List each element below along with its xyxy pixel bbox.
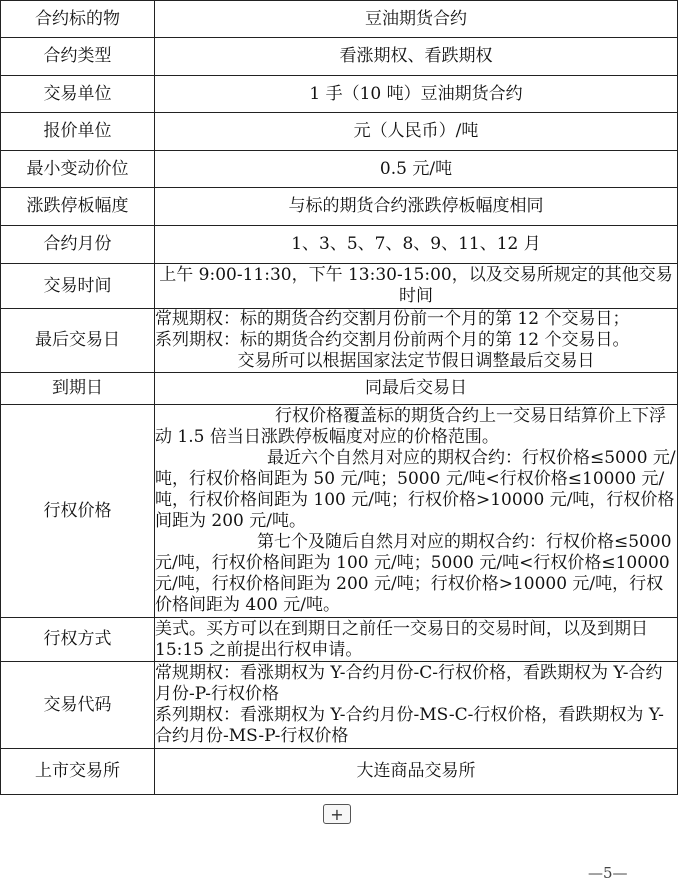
row-label: 最小变动价位: [1, 151, 155, 188]
table-row: [1, 188, 678, 226]
row-label: 最后交易日: [1, 309, 155, 373]
row-label: 报价单位: [1, 113, 155, 151]
row-label: 到期日: [1, 373, 155, 405]
table-row: [1, 618, 678, 662]
row-value: [155, 309, 678, 373]
table-row: [1, 749, 678, 795]
row-label: 合约类型: [1, 38, 155, 76]
row-value: [155, 662, 678, 749]
table-row: [1, 373, 678, 405]
row-label: 合约月份: [1, 226, 155, 264]
page-number: —5—: [588, 864, 628, 882]
row-value: 美式。买方可以在到期日之前任一交易日的交易时间，以及到期日 15:15 之前提出行权申请。: [155, 618, 678, 662]
strike-price-paragraph: 最近六个自然月对应的期权合约：行权价格≤5000 元/吨，行权价格间距为 50 元/吨；5000 元/吨<行权价格≤10000 元/吨，行权价格间距为 100 元/吨；行权价格>10000 元/吨，行权价格间距为 200 元/吨。: [155, 448, 676, 531]
last-trading-day-line: 交易所可以根据国家法定节假日调整最后交易日: [237, 351, 595, 371]
row-label: 交易单位: [1, 76, 155, 113]
table-row: [1, 113, 678, 151]
row-label: 涨跌停板幅度: [1, 188, 155, 226]
trading-code-line: 常规期权：看涨期权为 Y-合约月份-C-行权价格，看跌期权为 Y-合约月份-P-行权价格: [155, 663, 663, 704]
row-value: [155, 264, 678, 309]
row-value: 与标的期货合约涨跌停板幅度相同: [155, 188, 678, 226]
table-row: [1, 1, 678, 38]
row-value: 1、3、5、7、8、9、11、12 月: [155, 226, 678, 264]
row-label: 交易时间: [1, 264, 155, 309]
row-label: 行权价格: [1, 405, 155, 618]
row-value: [155, 405, 678, 618]
table-row: [1, 151, 678, 188]
row-value: 元（人民币）/吨: [155, 113, 678, 151]
last-trading-day-line: 系列期权：标的期货合约交割月份前两个月的第 12 个交易日。: [155, 330, 630, 350]
row-label: 行权方式: [1, 618, 155, 662]
strike-price-paragraph: 行权价格覆盖标的期货合约上一交易日结算价上下浮动 1.5 倍当日涨跌停板幅度对应的价格范围。: [155, 406, 666, 447]
strike-price-paragraph: 第七个及随后自然月对应的期权合约：行权价格≤5000 元/吨，行权价格间距为 100 元/吨；5000 元/吨<行权价格≤10000 元/吨，行权价格间距为 200 元/吨；行权价格>10000 元/吨，行权价格间距为 400 元/吨。: [155, 532, 672, 615]
trading-code-line: 系列期权：看涨期权为 Y-合约月份-MS-C-行权价格，看跌期权为 Y-合约月份-MS-P-行权价格: [155, 705, 664, 746]
table-row: [1, 226, 678, 264]
table-row: [1, 405, 678, 618]
table-row: [1, 38, 678, 76]
table-row: [1, 76, 678, 113]
row-label: 交易代码: [1, 662, 155, 749]
row-value: 看涨期权、看跌期权: [155, 38, 678, 76]
row-value: 0.5 元/吨: [155, 151, 678, 188]
row-label: 合约标的物: [1, 1, 155, 38]
row-value: 同最后交易日: [155, 373, 678, 405]
table-row: [1, 662, 678, 749]
last-trading-day-line: 常规期权：标的期货合约交割月份前一个月的第 12 个交易日；: [155, 309, 630, 329]
row-value: 1 手（10 吨）豆油期货合约: [155, 76, 678, 113]
add-table-row-button[interactable]: +: [323, 804, 351, 824]
table-row: [1, 264, 678, 309]
row-label: 上市交易所: [1, 749, 155, 795]
row-value: 豆油期货合约: [155, 1, 678, 38]
row-value: 大连商品交易所: [155, 749, 678, 795]
table-row: [1, 309, 678, 373]
trading-hours-text: 上午 9:00-11:30，下午 13:30-15:00，以及交易所规定的其他交易时间: [159, 265, 673, 306]
